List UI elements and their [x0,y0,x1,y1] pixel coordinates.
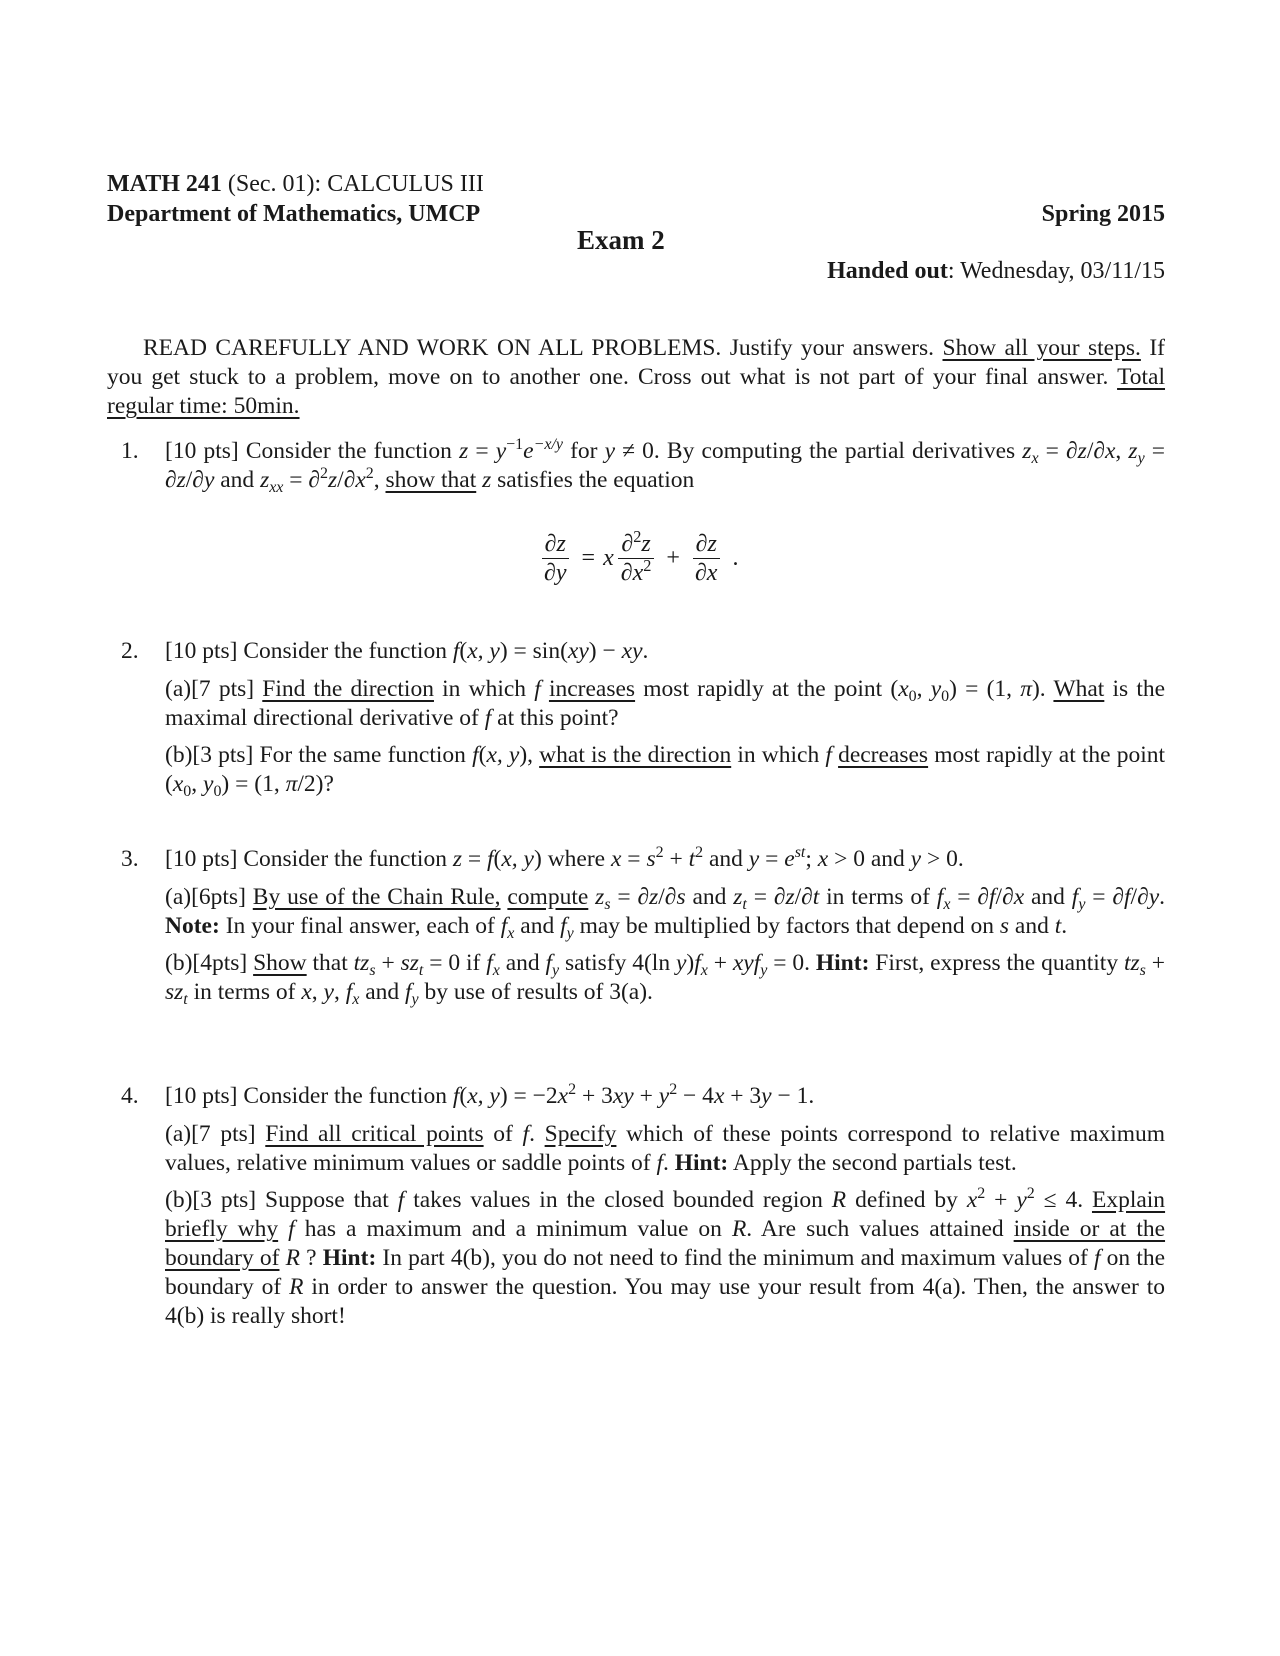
problem-4b-text-d: has a maximum and a minimum value on [304,1216,722,1242]
inside-or-boundary: inside or at the boundary of [165,1216,1166,1271]
hint-label: Hint: [674,1150,729,1176]
hint-label: Hint: [322,1245,377,1271]
problem-1-text-b: By computing the partial derivatives [666,438,1016,464]
problem-number: 2. [121,638,139,664]
problem-3a-text: in terms of [826,884,930,910]
problem-4-intro: Consider the function [243,1083,447,1109]
problem-4-text: [10 pts] Consider the function f(x, $y) = -2x^2 + 3xy + y^2 - 4x + 3y - 1$. [165,1081,815,1109]
problem-4b-text-b: takes values in the closed bounded region [413,1187,823,1213]
what: What [1053,676,1105,702]
problem-2-intro: Consider the function [243,638,447,664]
points: [10 pts] [165,846,238,872]
course-name: (Sec. 01): CALCULUS III [227,171,484,197]
problem-1-text: [10 pts] Consider the function $z = y^{-1}e^{-x/y}$ for y ≠ 0. By computing the partial derivatives $z_x = \partial z/\partial x$, $z_y = \partial z/\partial y$ and $z_{xx} = \partial^2z/\partial x^2$, show that z satisfies the equation [165,436,1166,496]
what-is-direction: what is the direction [539,742,732,768]
part-label: (b)[4pts] [165,950,248,976]
problem-4b-text-e: Are such values attained [760,1216,1004,1242]
exam-title: Exam 2 [577,225,665,255]
problem-4b-text-c: defined by [855,1187,958,1213]
instructions-text: READ CAREFULLY AND WORK ON ALL PROBLEMS. Justify your answers. [143,335,935,361]
hint-text-b: on the boundary of [165,1245,1166,1300]
problem-number: 1. [121,438,139,464]
hint-text: First, express the quantity [875,950,1119,976]
note-text-b: may be multiplied by factors that depend on [579,913,994,939]
problem-4a: (a)[7 pts] Find all critical points of f. Specify which of these points correspond to relative maximum values, relative minimum values or saddle points of f. Hint: Apply the second partials test. [165,1121,1166,1176]
problem-4b-text: Suppose that [265,1187,389,1213]
chain-rule: By use of the Chain Rule, [252,884,501,910]
explain-briefly: Explain briefly why [165,1187,1166,1242]
points: [10 pts] [165,1083,238,1109]
compute: compute [507,884,589,910]
hint-text: In part 4(b), you do not need to find the minimum and maximum values of [382,1245,1088,1271]
increases: increases [548,676,636,702]
problem-number: 4. [121,1083,139,1109]
find-direction: Find the direction [262,676,434,702]
problem-2b-text-c: most rapidly at the point [934,742,1166,768]
find-critical-points: Find all critical points [265,1121,484,1147]
part-label: (a)[6pts] [165,884,246,910]
decreases: decreases [838,742,929,768]
problem-2 [107,637,1165,799]
problem-4 [107,1082,1165,1331]
problem-3 [107,845,1165,1007]
problem-number: 3. [121,846,139,872]
problem-1-text-c: satisfies the equation [497,467,695,493]
problem-2a-text-c: is the maximal directional derivative of [165,676,1166,731]
show: Show [253,950,307,976]
problem-3b: (b)[4pts] Show that $tz_s + sz_t = 0$ if $f_x$ and $f_y$ satisfy 4(ln $y)f_x + xyf_y = 0$. Hint: First, express the quantity $tz_s + sz_t$ in terms of x, y, $f_x$ and $f_y$ by use of results of 3(a). [165,950,1166,1008]
problem-2b-text-b: in which [737,742,820,768]
problem-3a: (a)[6pts] By use of the Chain Rule, compute $z_s = \partial z/\partial s$ and $z_t = \partial z/\partial t$ in terms of $f_x = \partial f/\partial x$ and $f_y = \partial f/\partial y$. Note: In your final answer, each of $f_x$ and $f_y$ may be multiplied by factors that depend on s and t. [165,884,1166,942]
problem-1-intro: Consider the function [245,438,452,464]
part-label: (a)[7 pts] [165,676,255,702]
hint-text-c: in order to answer the question. You may use your result from 4(a). Then, the answer to 4(b) is really short! [165,1274,1166,1329]
show-steps-text: Show all your steps. [942,335,1141,361]
note-text: In your final answer, each of [225,913,495,939]
problem-2a-text-d: at this point? [497,705,619,731]
instructions [107,334,1165,421]
note-label: Note: [165,913,220,939]
problem-2a: (a)[7 pts] Find the direction in which f increases most rapidly at the point ($x_0$, $y_0) = (1$, π). What is the maximal directional derivative of f at this point? [165,676,1166,731]
hint-text: Apply the second partials test. [732,1150,1017,1176]
problem-3b-text: if [465,950,481,976]
problem-2b-text: For the same function [259,742,466,768]
exam-page [107,0,1165,1656]
total-time: Total regular time: 50min. [107,364,1166,419]
hint-text-b: by use of results of 3(a). [424,979,653,1005]
specify: Specify [544,1121,617,1147]
part-label: (a)[7 pts] [165,1121,256,1147]
handed-out-label: Handed out [827,258,948,284]
part-label: (b)[3 pts] [165,742,254,768]
handed-out-value: : Wednesday, 03/11/15 [947,258,1165,284]
show-that: show that [385,467,477,493]
problem-3-text: [10 pts] Consider the function z = f(x, y) where $x = s^2 + t^2$ and $y = e^{st}$; x > 0 and y > 0. [165,844,964,872]
problem-2a-text: in which [442,676,527,702]
handed-out [827,257,1165,286]
problem-2a-text-b: most rapidly at the point [643,676,883,702]
part-label: (b)[3 pts] [165,1187,257,1213]
instructions-text-2: If you get stuck to a problem, move on to another one. Cross out what is not part of your final answer. [107,335,1165,390]
course-code: MATH 241 [107,171,222,197]
problem-2b: (b)[3 pts] For the same function f(x, y), what is the direction in which f decreases most rapidly at the point ($x_0$, $y_0) = (1$, π/2)? [165,742,1166,800]
points: [10 pts] [165,438,239,464]
problem-3b-text-b: satisfy [565,950,627,976]
problem-4b: (b)[3 pts] Suppose that f takes values in the closed bounded region R defined by $x^2 + y^2 \le 4$. Explain briefly why f has a maximum and a minimum value on R. Are such values attained inside or at the boundary of R ? Hint: In part 4(b), you do not need to find the minimum and maximum values of f on the boundary of R in order to answer the question. You may use your result from 4(a). Then, the answer to 4(b) is really short! [165,1185,1166,1329]
problem-1 [107,437,1165,495]
problem-4a-text: which of these points correspond to relative maximum values, relative minimum values or saddle points of [165,1121,1166,1176]
course-line [107,170,484,199]
hint-label: Hint: [815,950,870,976]
problem-2-text: [10 pts] Consider the function f(x, y) = sin(xy) − xy. [165,638,649,664]
points: [10 pts] [165,638,238,664]
term: Spring 2015 [1041,201,1165,227]
problem-1-equation: $\frac{\partial z}{\partial y}$ = x $\frac{\partial^2z}{\partial x^2}$ + $\frac{\partial z}{\partial x}$ . [537,526,746,590]
department: Department of Mathematics, UMCP [107,201,481,227]
problem-3-intro: Consider the function [243,846,447,872]
